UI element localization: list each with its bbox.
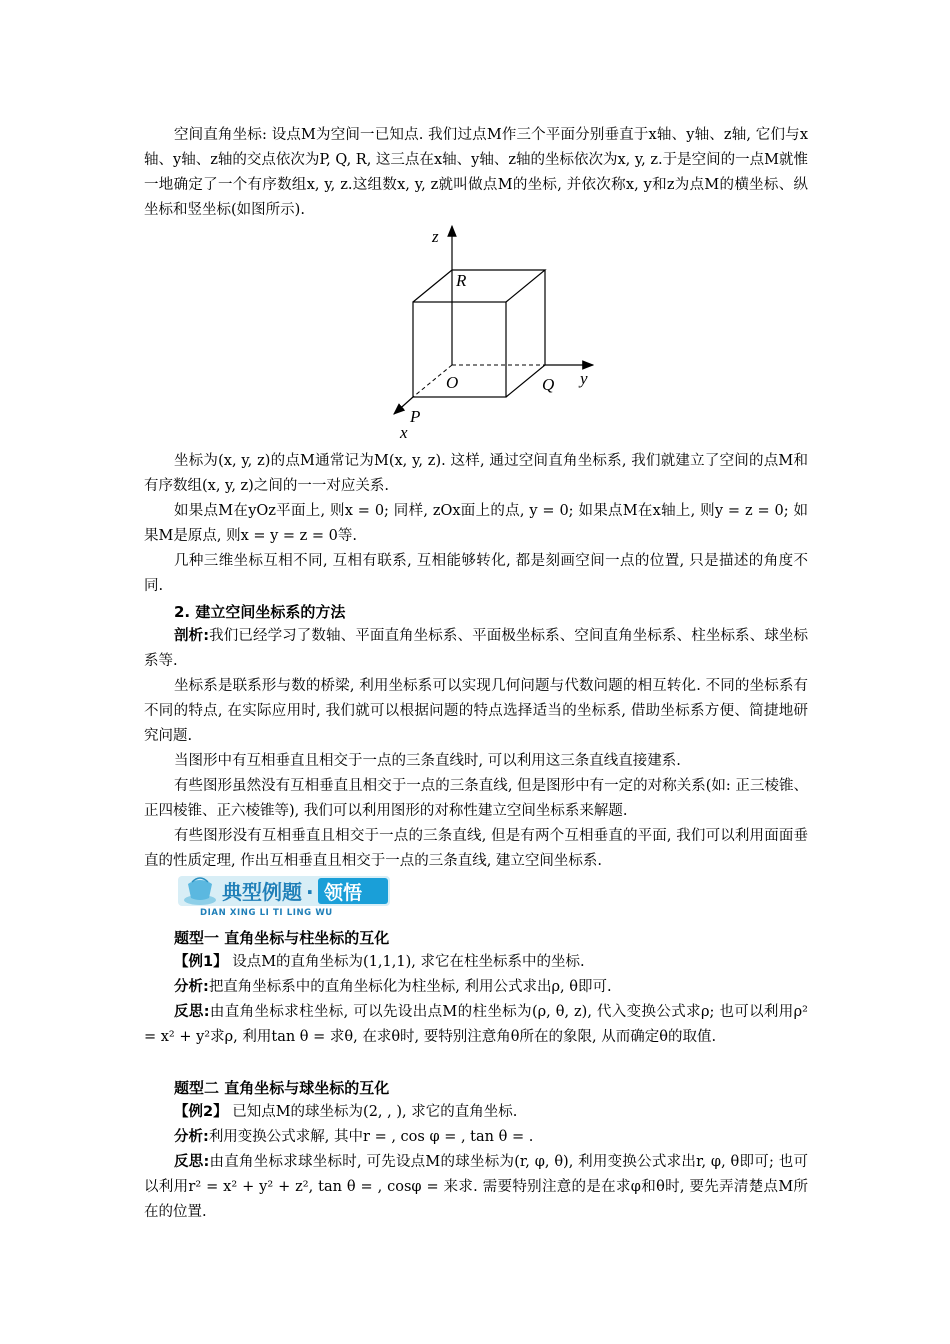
heading-type-two: 题型二 直角坐标与球坐标的互化 bbox=[174, 1079, 390, 1097]
paragraph-analysis-one bbox=[144, 975, 808, 1000]
example-two-label: 【例2】 bbox=[174, 1104, 228, 1120]
analysis-one-text: 把直角坐标系中的直角坐标化为柱坐标, 利用公式求出ρ, θ即可. bbox=[208, 979, 612, 995]
cube-top-face bbox=[413, 270, 545, 302]
reflection-one-label: 反思: bbox=[174, 1004, 210, 1020]
paragraph-example-one bbox=[144, 950, 808, 975]
label-P: P bbox=[410, 407, 421, 426]
analysis-label: 剖析: bbox=[174, 628, 210, 644]
heading-type-one: 题型一 直角坐标与柱坐标的互化 bbox=[174, 929, 390, 947]
cube-front-face bbox=[413, 302, 506, 397]
reflection-two-text: 由直角坐标求球坐标时, 可先设点M的球坐标为(r, φ, θ), 利用变换公式求出r, φ, θ即可; 也可以利用r² = x² + y² + z², tan θ = , cosφ = 来求. 需要特别注意的是在求φ和θ时, 要先弄清楚点M所在的位置. bbox=[144, 1154, 808, 1220]
paragraph-analysis-two bbox=[144, 1125, 808, 1150]
banner-pinyin: DIAN XING LI TI LING WU bbox=[200, 908, 333, 918]
paragraph-symmetry: 有些图形虽然没有互相垂直且相交于一点的三条直线, 但是图形中有一定的对称关系(如: 正三棱锥、正四棱锥、正六棱锥等), 我们可以利用图形的对称性建立空间坐标系来解题. bbox=[144, 778, 808, 819]
paragraph-three-lines: 当图形中有互相垂直且相交于一点的三条直线时, 可以利用这三条直线直接建系. bbox=[174, 753, 681, 769]
label-z: z bbox=[432, 227, 439, 246]
example-one-label: 【例1】 bbox=[174, 954, 228, 970]
paragraph-analysis bbox=[144, 624, 808, 674]
example-one-text: 设点M的直角坐标为(1,1,1), 求它在柱坐标系中的坐标. bbox=[227, 954, 585, 970]
analysis-one-label: 分析: bbox=[174, 979, 209, 995]
paragraph-bridge: 坐标系是联系形与数的桥梁, 利用坐标系可以实现几何问题与代数问题的相互转化. 不同的坐标系有不同的特点, 在实际应用时, 我们就可以根据问题的特点选择适当的坐标系, 借助坐标系方便、简捷地研究问题. bbox=[144, 678, 808, 744]
typical-examples-banner bbox=[178, 872, 398, 918]
analysis-two-label: 分析: bbox=[174, 1129, 209, 1145]
section-heading-methods: 2. 建立空间坐标系的方法 bbox=[174, 603, 346, 621]
paragraph-perpendicular-planes: 有些图形没有互相垂直且相交于一点的三条直线, 但是有两个互相垂直的平面, 我们可以利用面面垂直的性质定理, 作出互相垂直且相交于一点的三条直线, 建立空间坐标系. bbox=[144, 828, 808, 869]
reflection-two-label: 反思: bbox=[174, 1154, 210, 1170]
banner-title: 典型例题 bbox=[222, 880, 302, 904]
label-y: y bbox=[580, 369, 588, 388]
paragraph-plane-cases: 如果点M在yOz平面上, 则x = 0; 同样, zOx面上的点, y = 0; 如果点M在x轴上, 则y = z = 0; 如果M是原点, 则x = y = z = 0等. bbox=[144, 503, 808, 544]
paragraph-rectangular-coordinates: 空间直角坐标: 设点M为空间一已知点. 我们过点M作三个平面分别垂直于x轴、y轴、z轴, 它们与x轴、y轴、z轴的交点依次为P, Q, R, 这三点在x轴、y轴、z轴的坐标依次为x, y, z.于是空间的一点M就惟一地确定了一个有序数组x, y, z.这组数x, y, z就叫做点M的坐标, 并依次称x, y和z为点M的横坐标、纵坐标和竖坐标(如图所示). bbox=[144, 127, 808, 218]
reflection-one-text: 由直角坐标求柱坐标, 可以先设出点M的柱坐标为(ρ, θ, z), 代入变换公式求ρ; 也可以利用ρ² = x² + y²求ρ, 利用tan θ = 求θ, 在求θ时, 要特别注意角θ所在的象限, 从而确定θ的取值. bbox=[144, 1004, 808, 1045]
paragraph-example-two bbox=[144, 1100, 808, 1125]
coordinate-cube-figure bbox=[380, 220, 620, 444]
banner-dot: · bbox=[306, 880, 314, 904]
label-O: O bbox=[446, 373, 459, 392]
label-Q: Q bbox=[542, 375, 555, 394]
label-x: x bbox=[400, 423, 408, 442]
paragraph-reflection-one bbox=[144, 1000, 808, 1050]
label-R: R bbox=[456, 271, 467, 290]
example-two-text: 已知点M的球坐标为(2, , ), 求它的直角坐标. bbox=[227, 1104, 518, 1120]
banner-subtitle: 领悟 bbox=[324, 882, 363, 904]
paragraph-coordinate-relations: 几种三维坐标互相不同, 互相有联系, 互相能够转化, 都是刻画空间一点的位置, 只是描述的角度不同. bbox=[144, 553, 808, 594]
paragraph-reflection-two bbox=[144, 1150, 808, 1225]
paragraph-point-notation: 坐标为(x, y, z)的点M通常记为M(x, y, z). 这样, 通过空间直角坐标系, 我们就建立了空间的点M和有序数组(x, y, z)之间的一一对应关系. bbox=[144, 453, 808, 494]
analysis-two-text: 利用变换公式求解, 其中r = , cos φ = , tan θ = . bbox=[208, 1129, 534, 1145]
analysis-text: 我们已经学习了数轴、平面直角坐标系、平面极坐标系、空间直角坐标系、柱坐标系、球坐标系等. bbox=[144, 628, 808, 669]
cube-right-face bbox=[506, 270, 545, 397]
